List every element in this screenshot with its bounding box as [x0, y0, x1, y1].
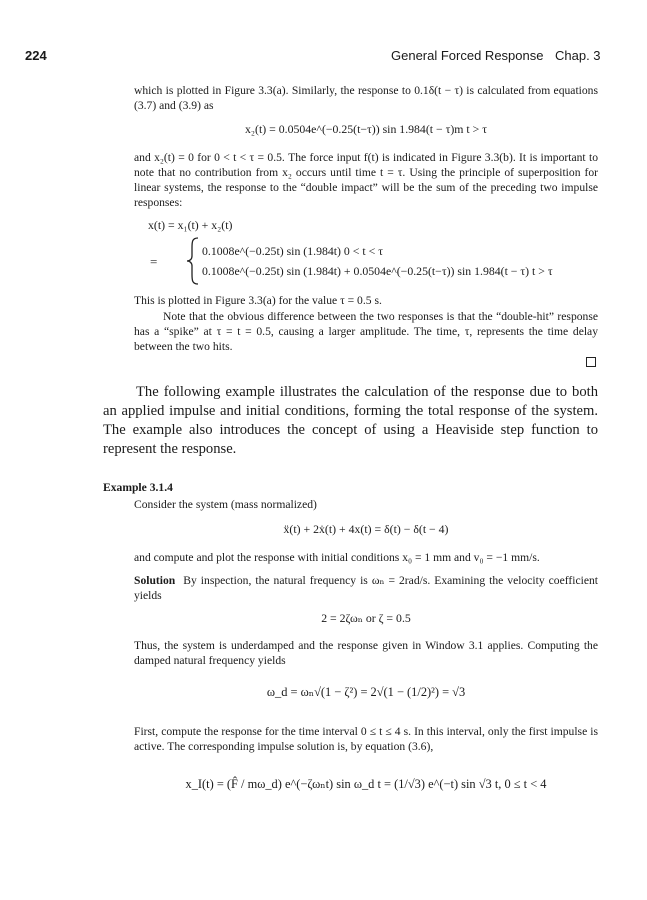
chapter-label: Chap. 3 [555, 48, 601, 63]
page-number: 224 [25, 48, 47, 63]
paragraph-1: which is plotted in Figure 3.3(a). Similarly, the response to 0.1δ(t − τ) is calculated from equations (3.7) and (3.9) as [134, 84, 598, 112]
solution-text: By inspection, the natural frequency is ωₙ = 2rad/s. Examining the velocity coefficient yields [134, 574, 599, 602]
equals-sign: = [150, 254, 158, 269]
equation-damping-ratio: 2 = 2ζωₙ or ζ = 0.5 [321, 611, 411, 625]
paragraph-10: First, compute the response for the time interval 0 ≤ t ≤ 4 s. In this interval, only the first impulse is active. The corresponding impulse solution is, by equation (3.6), [134, 725, 598, 753]
paragraph-3: This is plotted in Figure 3.3(a) for the value τ = 0.5 s. [134, 294, 382, 307]
left-brace-icon [186, 236, 200, 286]
running-title: General Forced Response [391, 48, 544, 63]
equation-case-2: 0.1008e^(−0.25t) sin (1.984t) + 0.0504e^(−0.25(t−τ)) sin 1.984(t − τ) t > τ [202, 264, 553, 278]
end-of-example-icon [586, 357, 596, 367]
equation-of-motion: ẍ(t) + 2ẋ(t) + 4x(t) = δ(t) − δ(t − 4) [283, 522, 449, 536]
equation-impulse-response: x_I(t) = (F̂ / mω_d) e^(−ζωₙt) sin ω_d t = (1/√3) e^(−t) sin √3 t, 0 ≤ t < 4 [185, 777, 547, 791]
paragraph-4: Note that the obvious difference between the two responses is that the “double-hit” response has a “spike” at τ = t = 0.5, causing a larger amplitude. The time, τ, represents the time delay between the two hits. [134, 310, 598, 353]
equation-damped-frequency: ω_d = ωₙ√(1 − ζ²) = 2√(1 − (1/2)²) = √3 [266, 685, 466, 699]
paragraph-6: Consider the system (mass normalized) [134, 498, 317, 511]
equation-case-1: 0.1008e^(−0.25t) sin (1.984t) 0 < t < τ [202, 244, 383, 258]
equation-x2: x₂(t) = 0.0504e^(−0.25(t−τ)) sin 1.984(t − τ)m t > τ [245, 122, 487, 136]
paragraph-7: and compute and plot the response with initial conditions x₀ = 1 mm and v₀ = −1 mm/s. [134, 551, 540, 564]
paragraph-2: and x₂(t) = 0 for 0 < t < τ = 0.5. The force input f(t) is indicated in Figure 3.3(b). It is important to note that no contribution from x₂ occurs until time t = τ. Using the principle of superposition for linear systems, the response to the “double impact” will be the sum of the preceding two impulse responses: [134, 151, 598, 209]
paragraph-5: The following example illustrates the calculation of the response due to both an applied impulse and initial conditions, forming the total response of the system. The example also introduces the concept of using a Heaviside step function to represent the response. [103, 384, 598, 457]
paragraph-8 [134, 573, 598, 603]
equation-superposition: x(t) = x₁(t) + x₂(t) [148, 218, 233, 232]
example-heading: Example 3.1.4 [103, 481, 173, 494]
paragraph-9: Thus, the system is underdamped and the response given in Window 3.1 applies. Computing the damped natural frequency yields [134, 639, 598, 667]
solution-label: Solution [134, 574, 176, 587]
